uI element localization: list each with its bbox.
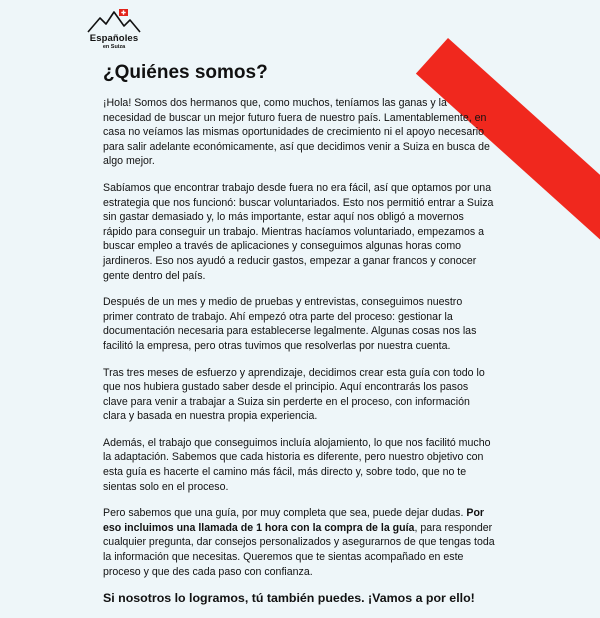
logo: [82, 8, 146, 52]
paragraph-strategy: Sabíamos que encontrar trabajo desde fuera no era fácil, así que optamos por una estrategia que nos funcionó: buscar voluntariados. Esto nos permitió entrar a Suiza sin gastar demasiado y, lo más importante, estar aquí nos obligó a movernos rápido para conseguir un trabajo. Mientras hacíamos voluntariado, empezamos a buscar empleo a través de aplicaciones y conseguimos algunas horas como jardineros. Eso nos ayudó a reducir gastos, empezar a ganar francos y conocer gente dentro del país.: [103, 181, 494, 282]
logo-subtitle: en Suiza: [102, 44, 126, 50]
paragraph-guide: Tras tres meses de esfuerzo y aprendizaje, decidimos crear esta guía con todo lo que nos hubiera gustado saber desde el principio. Aquí encontrarás los pasos clave para venir a trabajar a Suiza sin perderte en el proceso, con información clara y basada en nuestra propia experiencia.: [103, 366, 485, 423]
paragraph-accommodation: Además, el trabajo que conseguimos incluía alojamiento, lo que nos facilitó mucho la adaptación. Sabemos que cada historia es diferente, pero nuestro objetivo con esta guía es hacerte el camino más fácil, más directo y, sobre todo, que no te sientas solo en el proceso.: [103, 436, 491, 493]
about-section: [103, 62, 495, 618]
call-offer-text-end: , para responder cualquier pregunta, dar consejos personalizados y asegurarnos de que tengas toda la información que necesitas. Queremos que te sientas acompañado en este proceso y que des cada paso con confianza.: [103, 521, 495, 578]
call-offer-highlight: Por eso incluimos una llamada de 1 hora con la compra de la guía: [103, 507, 485, 534]
logo-name: Españoles: [89, 33, 139, 44]
paragraph-intro: ¡Hola! Somos dos hermanos que, como muchos, teníamos las ganas y la necesidad de buscar un mejor futuro fuera de nuestro país. Lamentablemente, en casa no veíamos las mismas oportunidades de crecimiento ni el apoyo necesario para salir adelante económicamente, así que decidimos venir a Suiza en busca de algo mejor.: [103, 97, 490, 168]
paragraph-first-contract: Después de un mes y medio de pruebas y entrevistas, conseguimos nuestro primer contrato de trabajo. Ahí empezó otra parte del proceso: gestionar la documentación necesaria para establecerse legalmente. Algunas cosas nos las facilitó la empresa, pero otras tuvimos que resolverlas por nuestra cuenta.: [103, 296, 477, 352]
page-title: ¿Quiénes somos?: [103, 62, 268, 83]
call-offer-text-start: Pero sabemos que una guía, por muy completa que sea, puede dejar dudas.: [103, 507, 467, 520]
closing-statement: Si nosotros lo logramos, tú también puedes. ¡Vamos a por ello!: [103, 591, 475, 606]
mountain-flag-icon: [86, 8, 142, 34]
paragraph-call-offer: [103, 506, 495, 579]
